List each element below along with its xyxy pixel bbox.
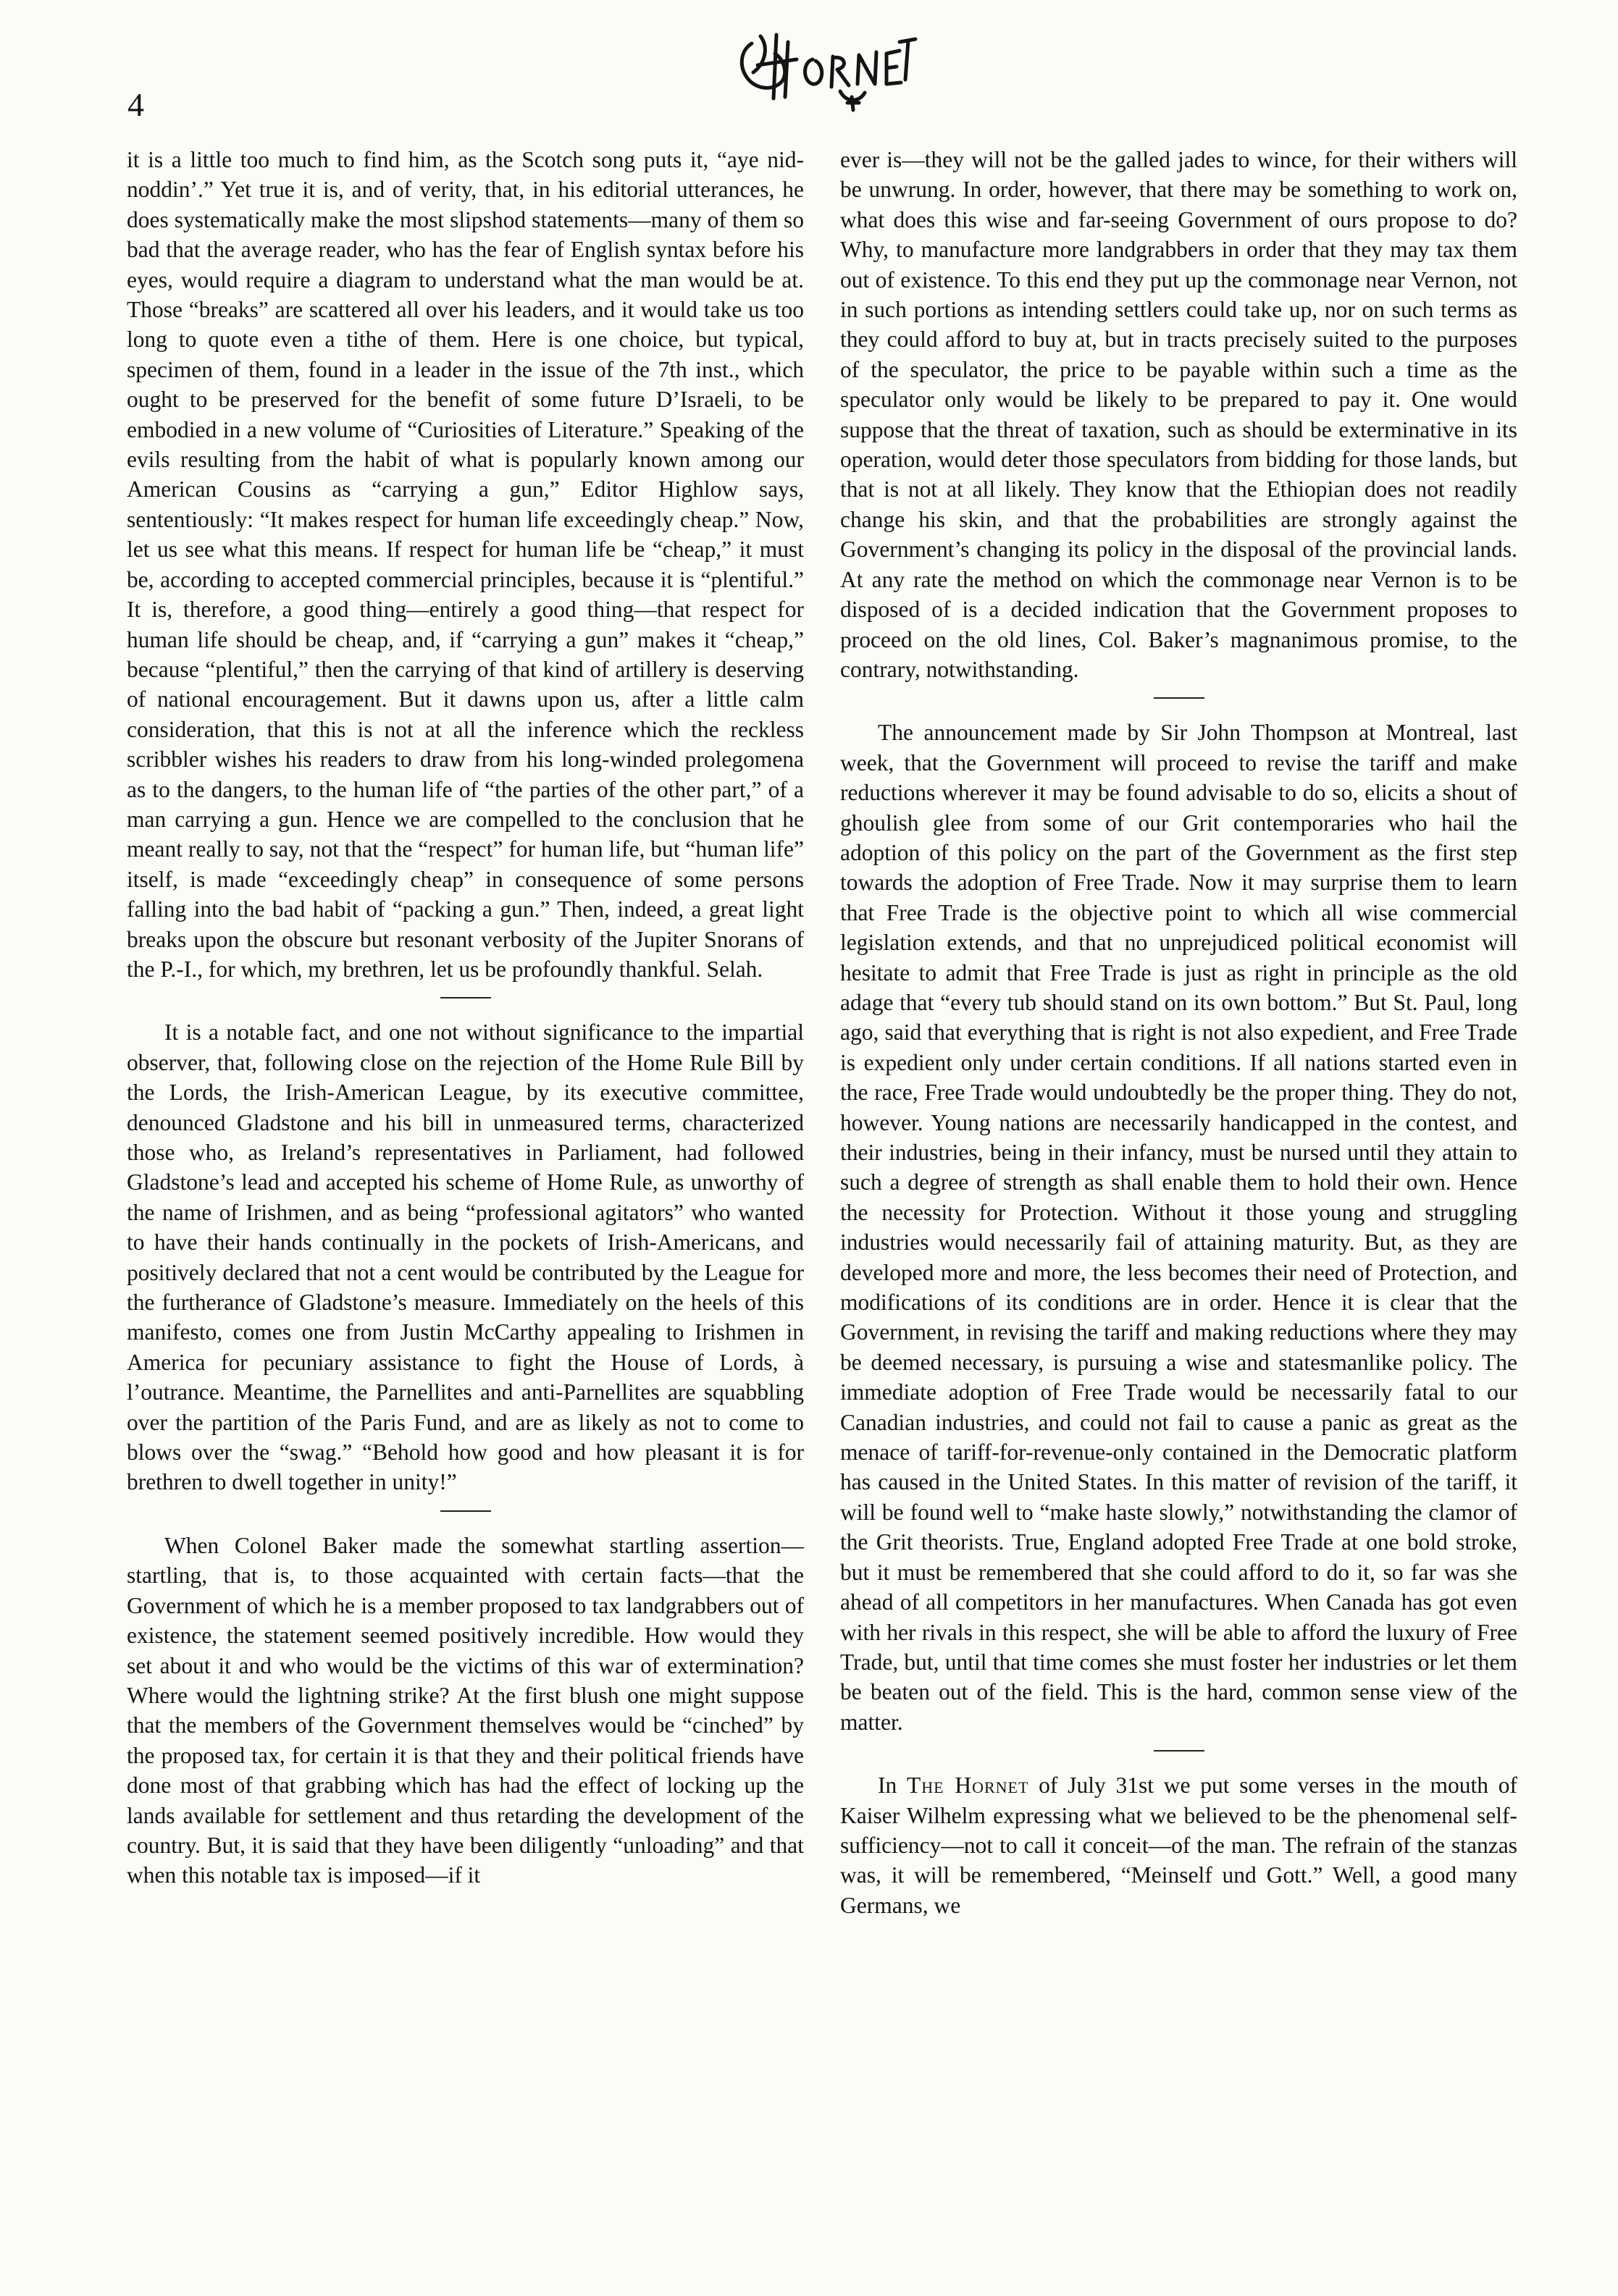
newspaper-name: The Hornet	[907, 1773, 1029, 1799]
paragraph-text: of July 31st we put some verses in the mouth of Kaiser Wilhelm expressing what we believed to be the phenomenal self-sufficiency—not to call it conceit—of the man. The refrain of the stanzas was, it will be remembered, “Meinself und Gott.” Well, a good many Germans, we	[840, 1773, 1517, 1918]
article-paragraph: It is a notable fact, and one not without significance to the impartial observer, that, following close on the rejection of the Home Rule Bill by the Lords, the Irish-American League, by its executive committee, denounced Gladstone and his bill in unmeasured terms, characterized those who, as Ireland’s representatives in Parliament, had followed Gladstone’s lead and accepted his scheme of Home Rule, as unworthy of the name of Irishmen, and as being “professional agitators” who wanted to have their hands continually in the pockets of Irish-Americans, and positively declared that not a cent would be contributed by the League for the furtherance of Gladstone’s measure. Immediately on the heels of this manifesto, comes one from Justin McCarthy appealing to Irishmen in America for pecuniary assistance to fight the House of Lords, à l’outrance. Meantime, the Parnellites and anti-Parnellites are squabbling over the partition of the Paris Fund, and are as likely as not to come to blows over the “swag.” “Behold how good and how pleasant it is for brethren to dwell together in unity!”	[127, 1019, 804, 1495]
section-divider	[1154, 1750, 1204, 1752]
article-paragraph	[840, 1770, 1517, 1920]
section-divider	[440, 997, 491, 998]
section-divider	[440, 1510, 491, 1512]
article-paragraph: When Colonel Baker made the somewhat startling assertion—startling, that is, to those acquainted with certain facts—that the Government of which he is a member proposed to tax landgrabbers out of existence, the statement seemed positively incredible. How would they set about it and who would be the victims of this war of extermination? Where would the lightning strike? At the first blush one might suppose that the members of the Government themselves would be “cinched” by the proposed tax, for certain it is that they and their political friends have done most of that grabbing which has had the effect of locking up the lands available for settlement and thus retarding the development of the country. But, it is said that they have been diligently “unloading” and that when this notable tax is imposed—if it	[127, 1532, 804, 1888]
right-column	[840, 145, 1517, 1920]
hornet-masthead-logo	[732, 22, 920, 116]
article-paragraph: The announcement made by Sir John Thompson at Montreal, last week, that the Government will proceed to revise the tariff and make reductions wherever it may be found advisable to do so, elicits a shout of ghoulish glee from some of our Grit contemporaries who hail the adoption of this policy on the part of the Government as the first step towards the adoption of Free Trade. Now it may surprise them to learn that Free Trade is the objective point to which all wise commercial legislation extends, and that no unprejudiced political economist will hesitate to admit that Free Trade is just as right in principle as the old adage that “every tub should stand on its own bottom.” But St. Paul, long ago, said that everything that is right is not also expedient, and Free Trade is expedient only under certain conditions. If all nations started even in the race, Free Trade would undoubtedly be the proper thing. They do not, however. Young nations are necessarily handicapped in the contest, and their industries, being in their infancy, must be nursed until they attain to such a degree of strength as shall enable them to hold their own. Hence the necessity for Protection. Without it those young and struggling industries would necessarily fail of attaining maturity. But, as they are developed more and more, the less becomes their need of Protection, and modifications of its conditions are in order. Hence it is clear that the Government, in revising the tariff and making reductions where they may be deemed necessary, is pursuing a wise and statesmanlike policy. The immediate adoption of Free Trade would be necessarily fatal to our Canadian industries, and could not fail to cause a panic as great as the menace of tariff-for-revenue-only contained in the Democratic platform has caused in the United States. In this matter of revision of the tariff, it will be found well to “make haste slowly,” notwithstanding the clamor of the Grit theorists. True, England adopted Free Trade at one bold stroke, but it must be remembered that she could afford to do it, so far was she ahead of all competitors in her manufactures. When Canada has got even with her rivals in this respect, she will be able to afford the luxury of Free Trade, but, until that time comes she must foster her industries or let them be beaten out of the field. This is the hard, common sense view of the matter.	[840, 720, 1517, 1735]
paragraph-lead: In	[878, 1773, 907, 1799]
article-paragraph: it is a little too much to find him, as the Scotch song puts it, “aye nid-noddin’.” Yet true it is, and of verity, that, in his editorial utterances, he does systematically make the most slipshod statements—many of them so bad that the average reader, who has the fear of English syntax before his eyes, would require a diagram to understand what the man would be at. Those “breaks” are scattered all over his leaders, and it would take us too long to quote even a tithe of them. Here is one choice, but typical, specimen of them, found in a leader in the issue of the 7th inst., which ought to be preserved for the benefit of some future D’Israeli, to be embodied in a new volume of “Curiosities of Literature.” Speaking of the evils resulting from the habit of what is popularly known among our American Cousins as “carrying a gun,” Editor Highlow says, sententiously: “It makes respect for human life exceedingly cheap.” Now, let us see what this means. If respect for human life be “cheap,” it must be, according to accepted commercial principles, because it is “plentiful.” It is, therefore, a good thing—entirely a good thing—that respect for human life should be cheap, and, if “carrying a gun” makes it “cheap,” because “plentiful,” then the carrying of that kind of artillery is deserving of national encouragement. But it dawns upon us, after a little calm consideration, that this is not at all the inference which the reckless scribbler wishes his readers to draw from his long-winded prolegomena as to the dangers, to the human life of “the parties of the other part,” of a man carrying a gun. Hence we are compelled to the conclusion that he meant really to say, not that the “respect” for human life, but “human life” itself, is made “exceedingly cheap” in consequence of some persons falling into the bad habit of “packing a gun.” Then, indeed, a great light breaks upon the obscure but resonant verbosity of the Jupiter Snorans of the P.-I., for which, my brethren, let us be profoundly thankful. Selah.	[127, 147, 804, 982]
article-paragraph: ever is—they will not be the galled jades to wince, for their withers will be unwrung. In order, however, that there may be something to work on, what does this wise and far-seeing Government of ours propose to do? Why, to manufacture more landgrabbers in order that they may tax them out of existence. To this end they put up the commonage near Vernon, not in such portions as intending settlers could take up, nor on such terms as they could afford to buy at, but in tracts precisely suited to the purposes of the speculator, the price to be payable within such a time as the speculator only would be likely to be prepared to pay it. One would suppose that the threat of taxation, such as should be exterminative in its operation, would deter those speculators from bidding for those lands, but that is not at all likely. They know that the Ethiopian does not readily change his skin, and that the probabilities are strongly against the Government’s changing its policy in the disposal of the provincial lands. At any rate the method on which the commonage near Vernon is to be disposed of is a decided indication that the Government proposes to proceed on the old lines, Col. Baker’s magnanimous promise, to the contrary, notwithstanding.	[840, 147, 1517, 682]
page-number: 4	[127, 86, 144, 123]
section-divider	[1154, 697, 1204, 699]
left-column	[127, 145, 804, 1891]
